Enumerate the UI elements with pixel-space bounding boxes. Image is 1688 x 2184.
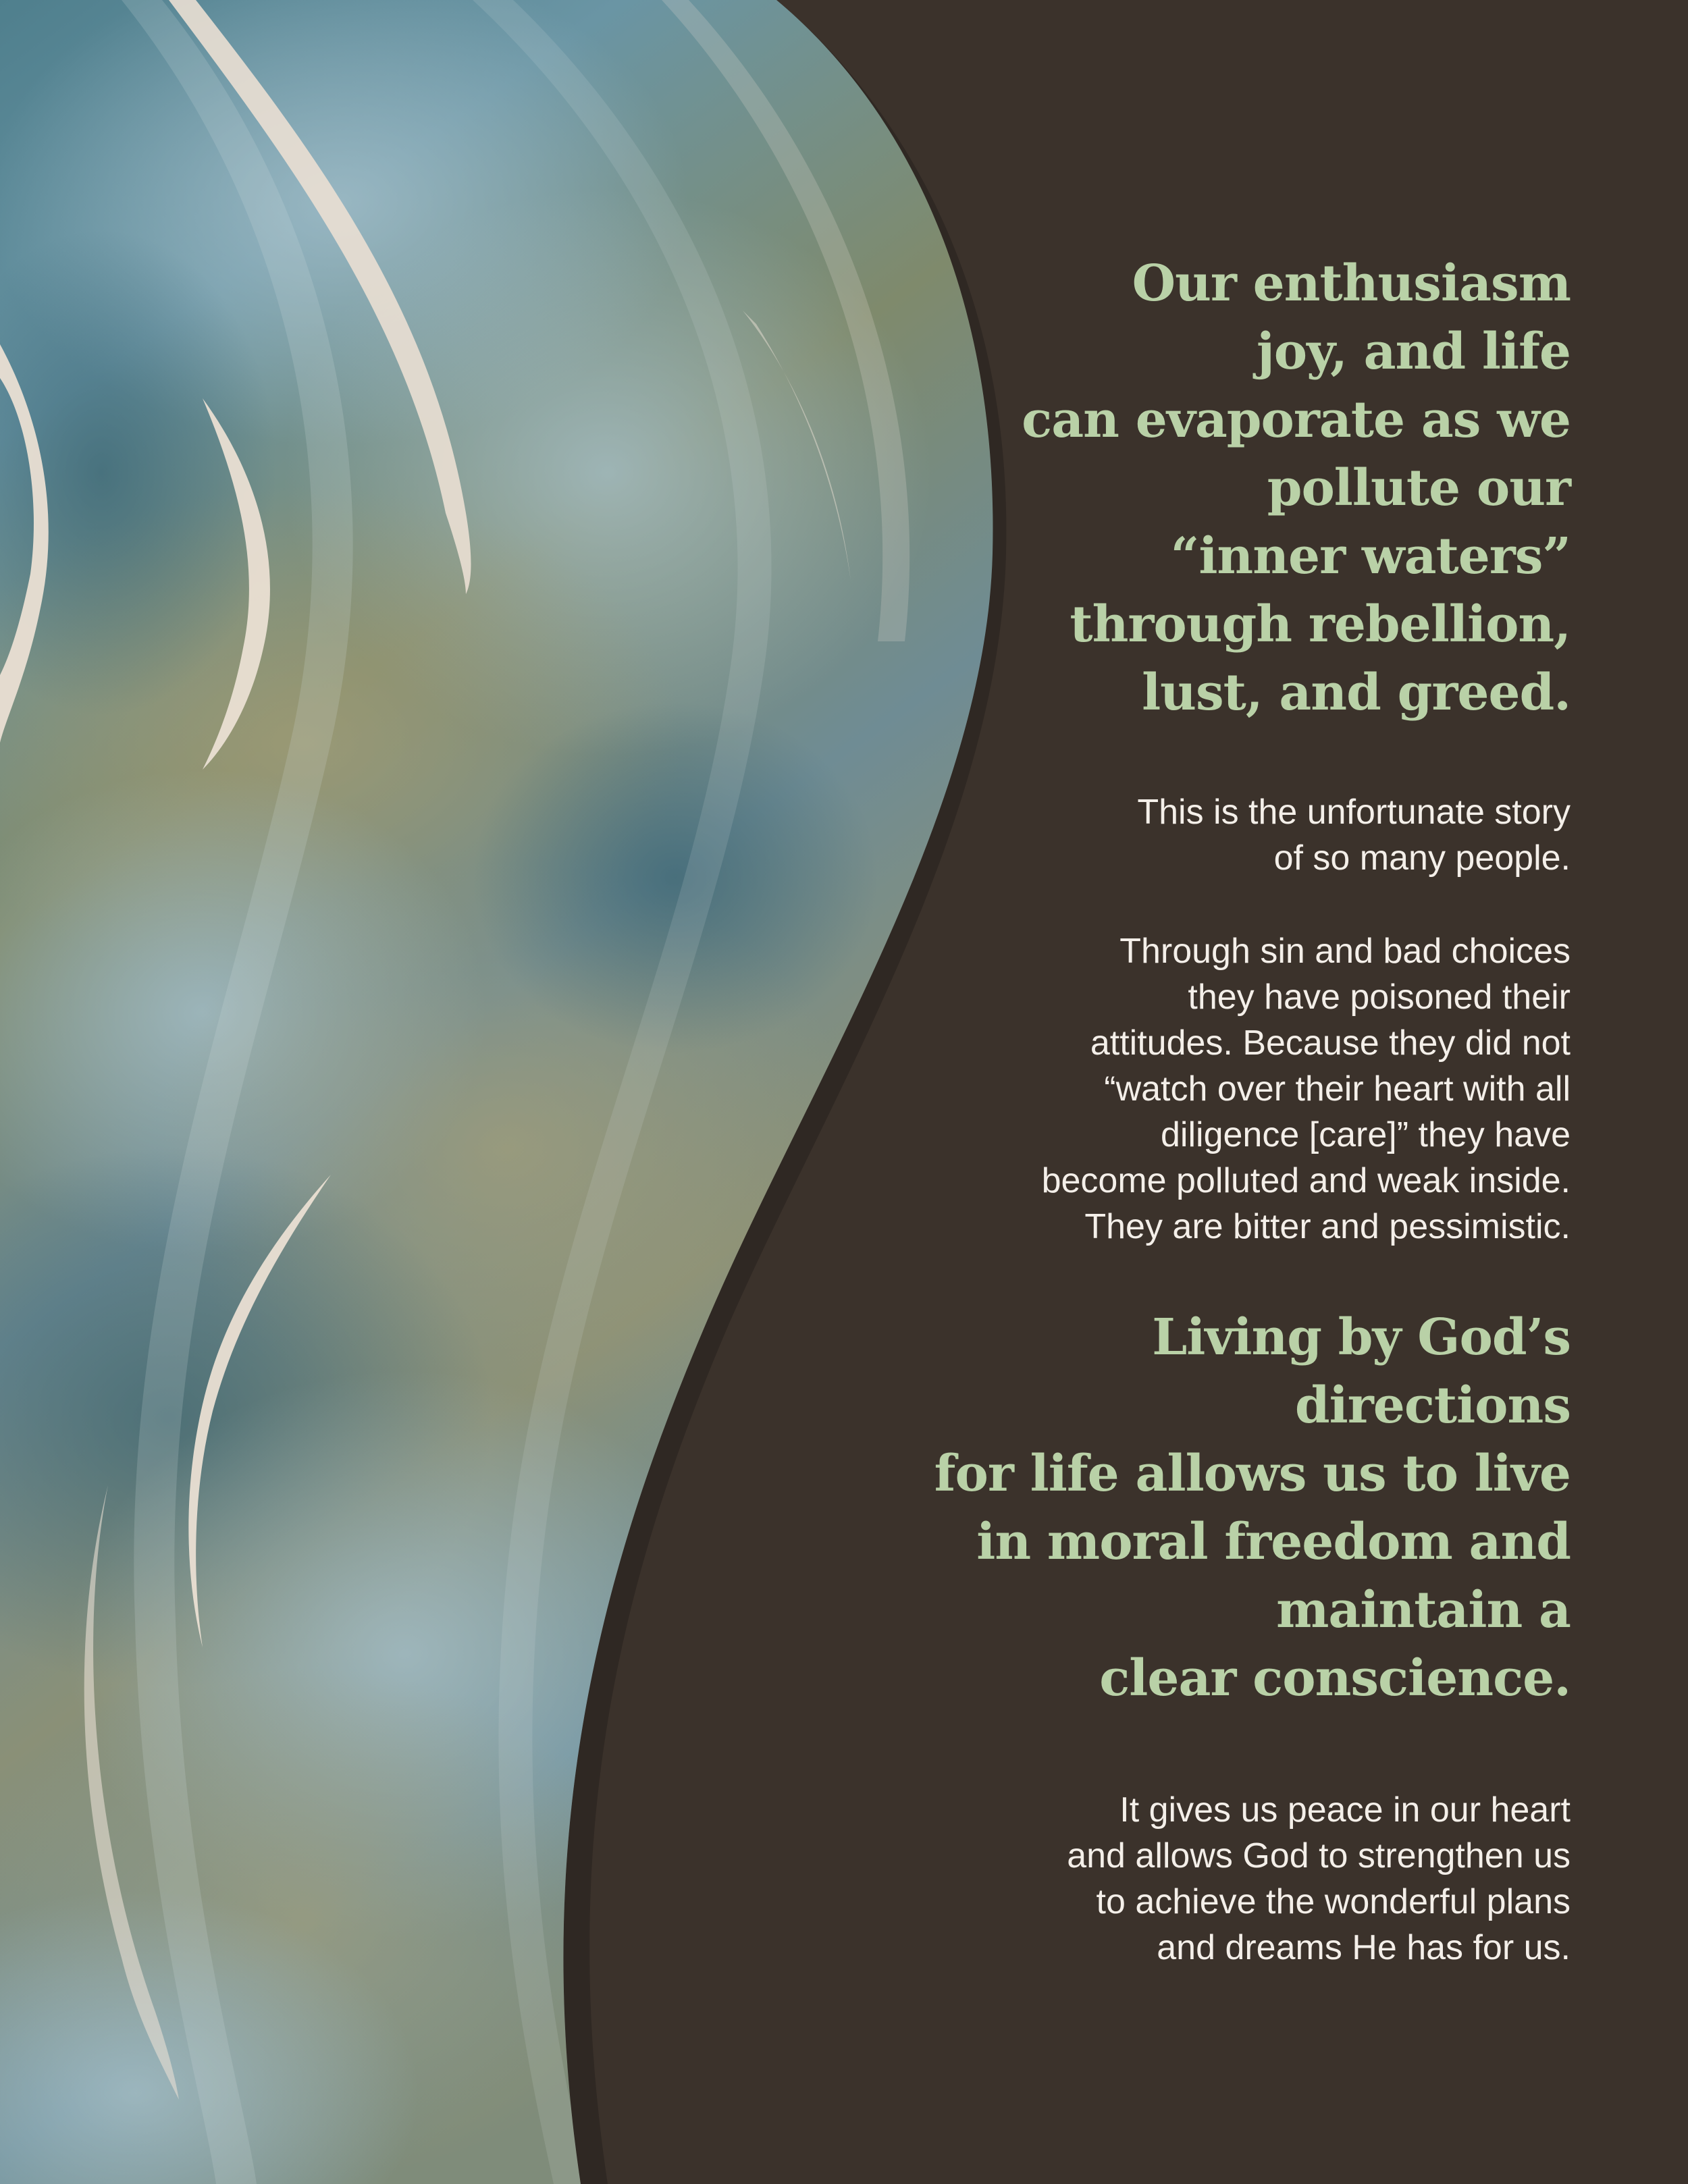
headline-line: for life allows us to live: [934, 1445, 1571, 1503]
headline-line: lust, and greed.: [1142, 664, 1571, 722]
headline-line: pollute our: [1267, 459, 1571, 517]
body-line: and dreams He has for us.: [1157, 1928, 1571, 1967]
body-line: become polluted and weak inside.: [1041, 1161, 1571, 1200]
headline-living-by-gods-directions: [895, 1304, 1571, 1713]
body-line: to achieve the wonderful plans: [1096, 1882, 1571, 1921]
body-line: “watch over their heart with all: [1104, 1069, 1571, 1109]
body-line: This is the unfortunate story: [1137, 793, 1571, 832]
headline-line: directions: [1294, 1377, 1571, 1435]
text-column: [895, 250, 1571, 1971]
headline-line: in moral freedom and: [976, 1513, 1571, 1571]
headline-enthusiasm: [895, 250, 1571, 727]
headline-line: Living by God’s: [1152, 1308, 1571, 1366]
paragraph-unfortunate-story: [895, 789, 1571, 881]
headline-line: joy, and life: [1257, 323, 1571, 381]
body-line: diligence [care]” they have: [1160, 1115, 1571, 1154]
headline-line: through rebellion,: [1070, 595, 1571, 654]
body-line: It gives us peace in our heart: [1119, 1790, 1571, 1830]
body-line: of so many people.: [1273, 838, 1571, 878]
paragraph-sin-and-choices: [895, 928, 1571, 1250]
headline-line: maintain a: [1276, 1581, 1571, 1639]
headline-line: “inner waters”: [1170, 527, 1571, 585]
headline-line: clear conscience.: [1099, 1649, 1571, 1707]
headline-line: can evaporate as we: [1022, 391, 1571, 449]
body-line: they have poisoned their: [1188, 978, 1571, 1017]
paragraph-peace-in-heart: [895, 1787, 1571, 1971]
body-line: and allows God to strengthen us: [1067, 1836, 1571, 1875]
body-line: attitudes. Because they did not: [1090, 1023, 1571, 1063]
body-line: They are bitter and pessimistic.: [1084, 1207, 1571, 1246]
headline-line: Our enthusiasm: [1132, 255, 1571, 313]
body-line: Through sin and bad choices: [1119, 932, 1571, 971]
